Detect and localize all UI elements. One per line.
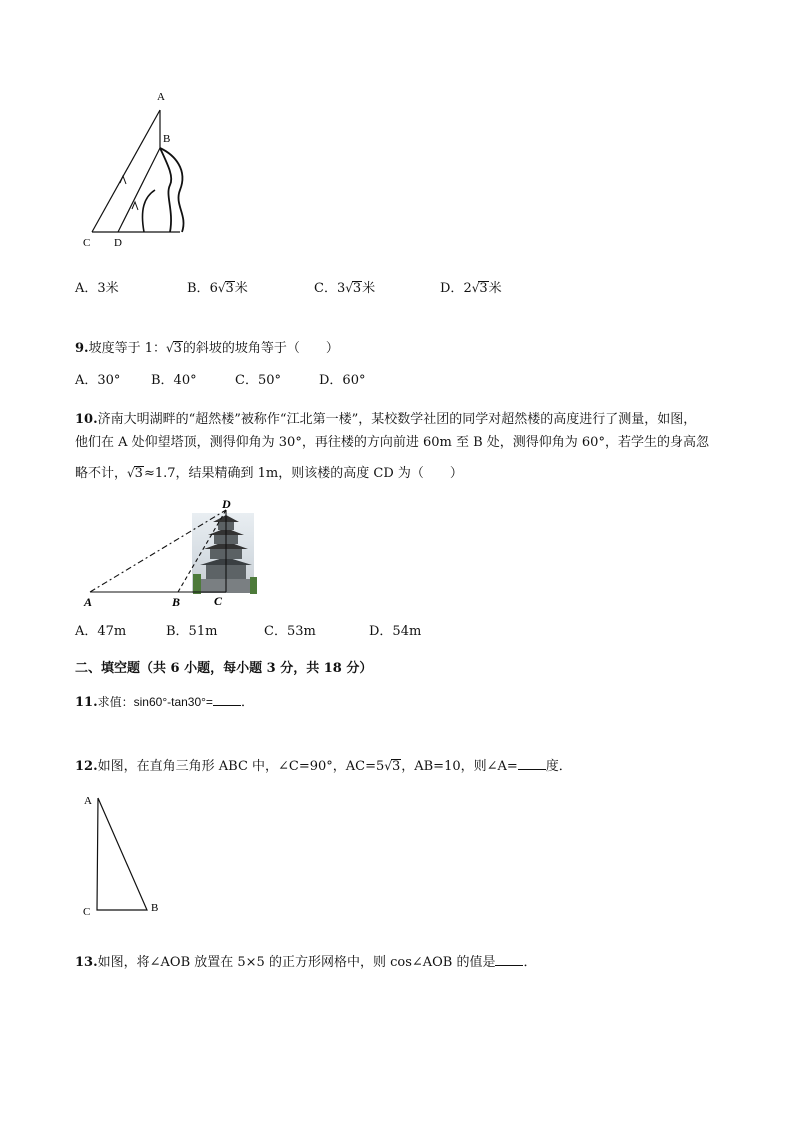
q8-option-c: C．3√3米 [314,281,376,296]
q11-stem: 11.求值：sin60°-tan30°= ． [75,695,254,710]
label-b: B [163,133,171,145]
label-b: B [172,595,181,609]
q12-stem: 12.如图，在直角三角形 ABC 中，∠C=90°，AC=5√3，AB=10，则∠A= 度． [75,759,572,774]
q13-answer-blank[interactable] [495,953,523,966]
q10-option-d: D．54m [369,624,422,639]
q11-answer-blank[interactable] [213,693,241,706]
q10-figure [80,495,270,610]
q10-stem-line3: 略不计，√3≈1.7，结果精确到 1m，则该楼的高度 CD 为（ ） [75,466,463,481]
label-a: A [84,795,92,807]
q12-triangle-figure [75,788,185,923]
q8-option-a: A．3米 [75,281,119,296]
label-a: A [157,91,165,103]
label-a: A [84,595,93,609]
hill-inner-curve [142,190,155,232]
label-d: D [222,497,231,511]
q10-option-c: C．53m [264,624,316,639]
q9-option-a: A．30° [75,373,121,388]
label-c: C [83,906,91,918]
q9-stem: 9.坡度等于 1：√3的斜坡的坡角等于（ ） [75,341,339,356]
line-ac [92,110,160,232]
q10-option-b: B．51m [166,624,218,639]
q9-option-b: B．40° [151,373,197,388]
q9-option-d: D．60° [319,373,366,388]
q12-answer-blank[interactable] [518,757,546,770]
q8-option-d: D．2√3米 [440,281,502,296]
label-c: C [83,237,91,249]
q10-stem-line2: 他们在 A 处仰望塔顶，测得仰角为 30°，再往楼的方向前进 60m 至 B 处，测得仰角为 60°，若学生的身高忽 [75,435,709,450]
label-b: B [151,902,159,914]
q10-stem-line1: 10.济南大明湖畔的“超然楼”被称作“江北第一楼”，某校数学社团的同学对超然楼的高度进行了测量，如图， [75,412,697,427]
section-title-fill-in: 二、填空题（共 6 小题，每小题 3 分，共 18 分） [75,661,373,676]
q10-option-a: A．47m [75,624,127,639]
label-d: D [114,237,122,249]
q8-option-b: B．6√3米 [187,281,248,296]
label-c: C [214,594,223,608]
q8-figure [70,85,220,255]
tower-illustration [193,515,257,594]
arrow-ac-mark [120,176,126,184]
q13-stem: 13.如图，将∠AOB 放置在 5×5 的正方形网格中，则 cos∠AOB 的值是 ． [75,955,537,970]
q9-option-c: C．50° [235,373,281,388]
triangle-abc [97,798,147,910]
hill-mid-curve [160,148,171,232]
